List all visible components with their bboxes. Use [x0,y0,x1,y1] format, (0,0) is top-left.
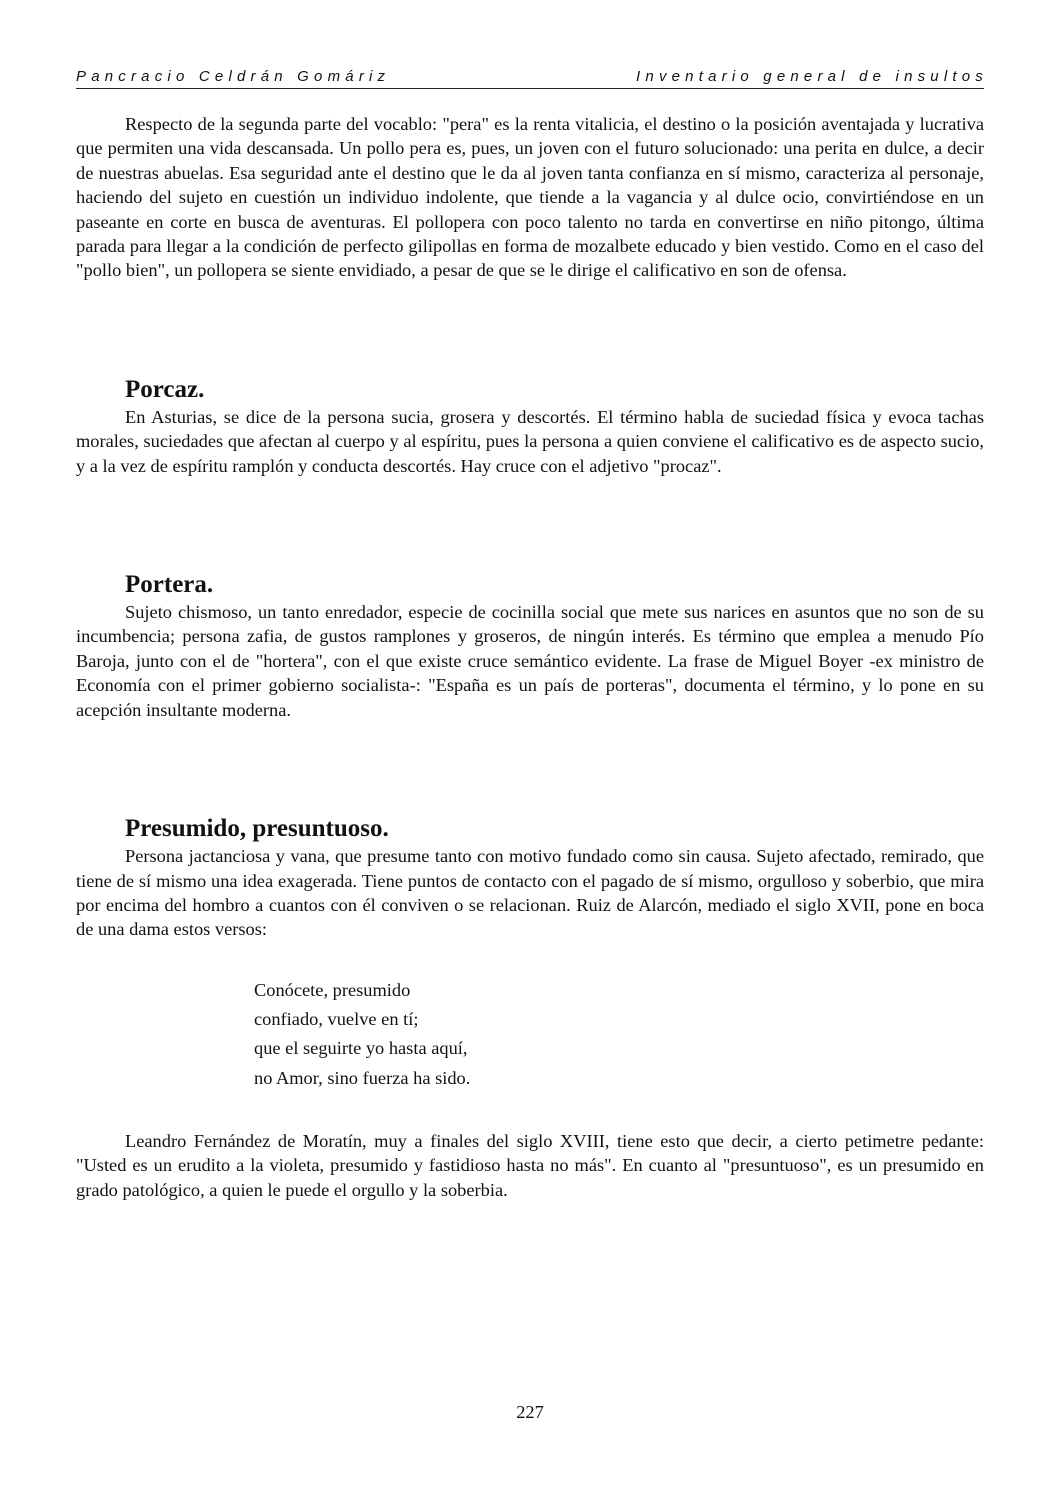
page-body [76,112,984,1202]
entry-title-porcaz: Porcaz. [125,375,205,403]
verse-line: Conócete, presumido [254,979,411,1000]
entry-title-presumido: Presumido, presuntuoso. [125,815,389,843]
entry-title-portera: Portera. [125,571,214,599]
verse-line: confiado, vuelve en tí; [254,1009,419,1030]
entry-text-presumido: Persona jactanciosa y vana, que presume tanto con motivo fundado como sin causa. Sujeto afectado, remirado, que tiene de sí mismo una idea exagerada. Tiene puntos de contacto con el pagado de sí mismo, orgulloso y soberbio, que mira por encima del hombro a cuantos con él conviven o se relacionan. Ruiz de Alarcón, mediado el siglo XVII, pone en boca de una dama estos versos: [76,846,984,940]
verse-line: no Amor, sino fuerza ha sido. [254,1067,471,1088]
intro-paragraph: Respecto de la segunda parte del vocablo: "pera" es la renta vitalicia, el destino o la posición aventajada y lucrativa que permiten una vida descansada. Un pollo pera es, pues, un joven con el futuro solucionado: una perita en dulce, a decir de nuestras abuelas. Esa seguridad ante el destino que le da al joven tanta confianza en sí mismo, caracteriza al personaje, haciendo del sujeto en cuestión un individuo indolente, que tiende a la vagancia y al dulce ocio, convirtiéndose en un paseante en corte en busca de aventuras. El pollopera con poco talento no tarda en convertirse en niño pitongo, última parada para llegar a la condición de perfecto gilipollas en forma de mozalbete educado y bien vestido. Como en el caso del "pollo bien", un pollopera se siente envidiado, a pesar de que se le dirige el calificativo en son de ofensa. [76,114,984,281]
verse-block [76,976,984,1093]
header-author: Pancracio Celdrán Gomáriz [76,68,391,85]
header-book-title: Inventario general de insultos [636,68,988,85]
entry-text-presumido-continued: Leandro Fernández de Moratín, muy a finales del siglo XVIII, tiene esto que decir, a cierto petimetre pedante: "Usted es un erudito a la violeta, presumido y fastidioso hasta no más". En cuanto al "presuntuoso", es un presumido en grado patológico, a quien le puede el orgullo y la soberbia. [76,1130,984,1200]
page-number: 227 [516,1402,544,1422]
entry-text-portera: Sujeto chismoso, un tanto enredador, especie de cocinilla social que mete sus narices en asuntos que no son de su incumbencia; persona zafia, de gustos ramplones y groseros, de ningún interés. Es término que emplea a menudo Pío Baroja, junto con el de "hortera", con el que existe cruce semántico evidente. La frase de Miguel Boyer -ex ministro de Economía con el primer gobierno socialista-: "España es un país de porteras", documenta el término, y lo pone en su acepción insultante moderna. [76,602,984,720]
running-header [76,66,988,89]
verse-line: que el seguirte yo hasta aquí, [254,1038,468,1059]
entry-text-porcaz: En Asturias, se dice de la persona sucia, grosera y descortés. El término habla de suciedad física y evoca tachas morales, suciedades que afectan al cuerpo y al espíritu, pues la persona a quien conviene el calificativo es de aspecto sucio, y a la vez de espíritu ramplón y conducta descortés. Hay cruce con el adjetivo "procaz". [76,406,984,476]
